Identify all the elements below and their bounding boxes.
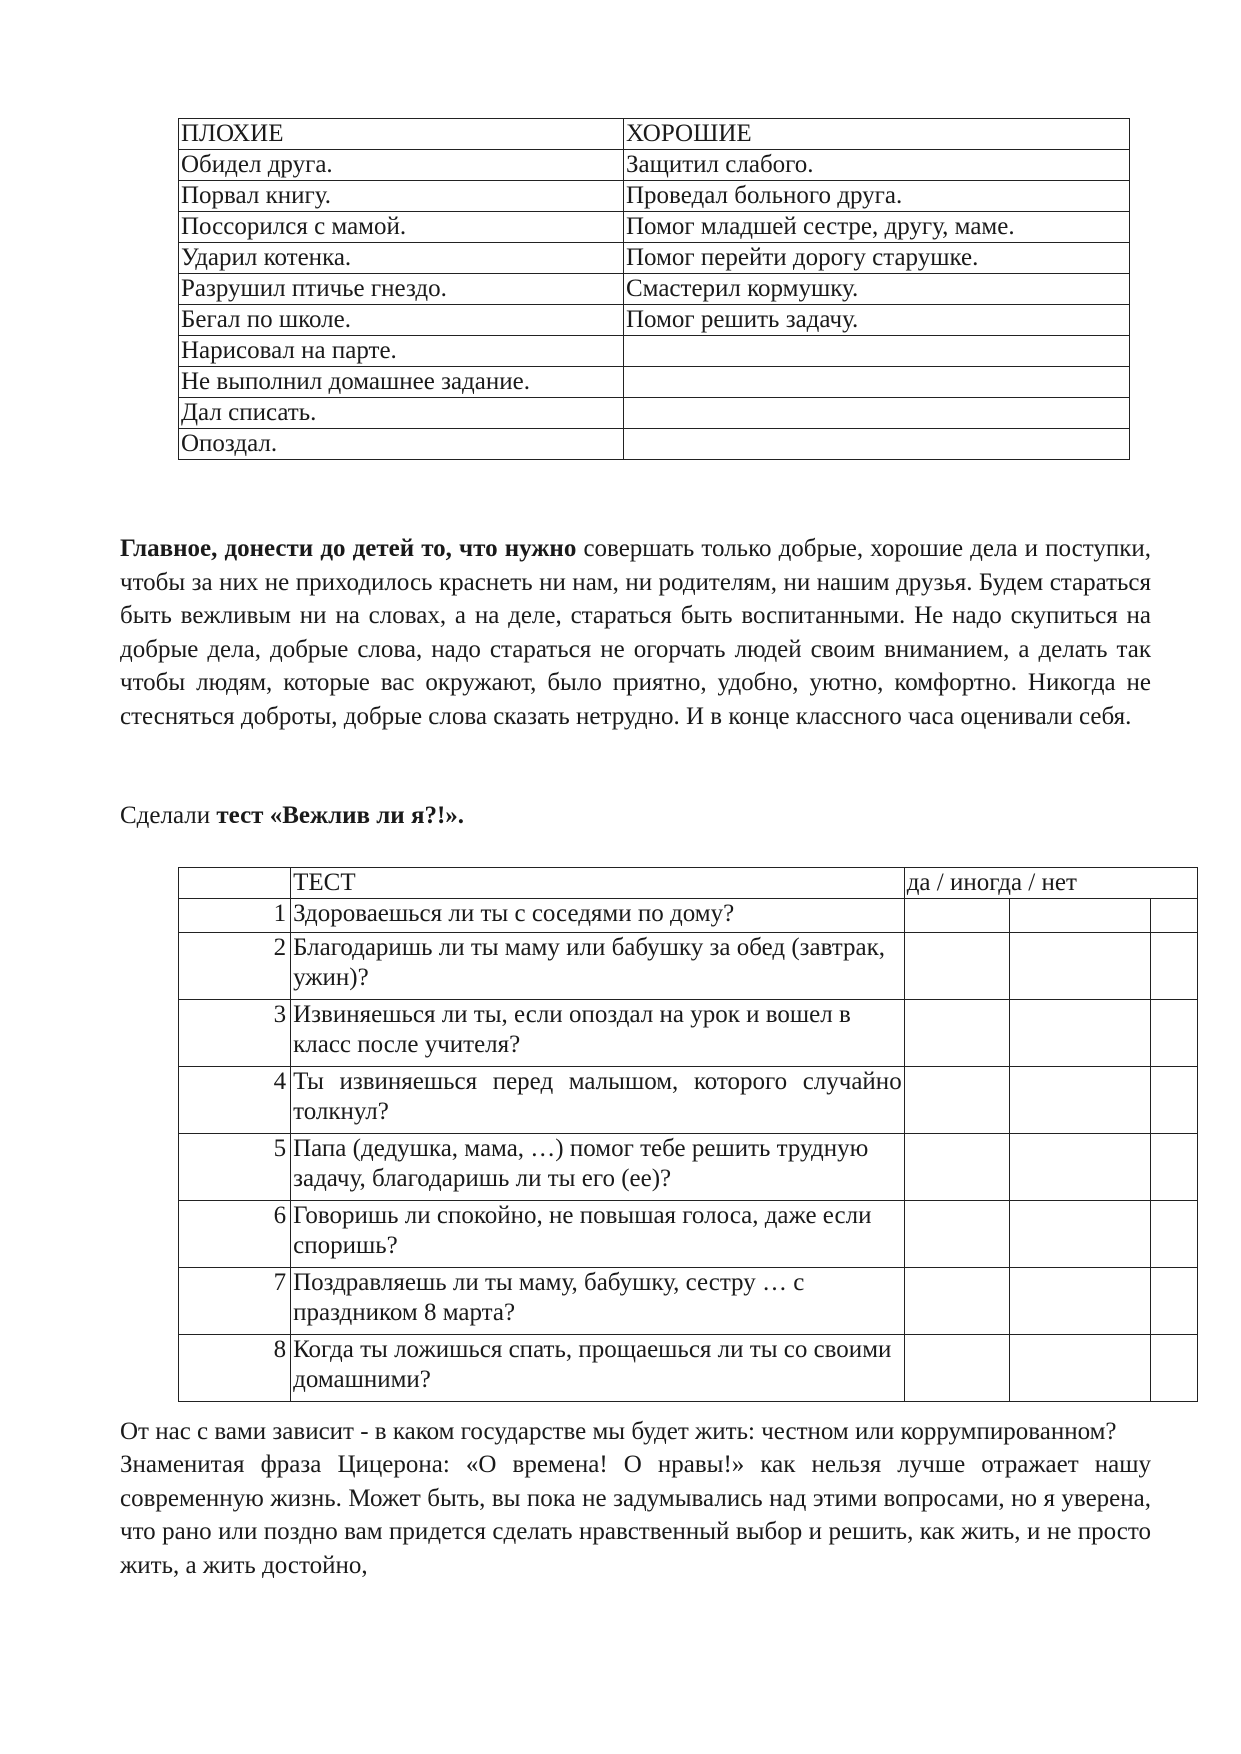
test-header: ТЕСТ bbox=[291, 868, 905, 899]
answer-sometimes-cell[interactable] bbox=[1009, 1201, 1150, 1268]
test-question-row bbox=[179, 1335, 1198, 1402]
answer-yes-cell[interactable] bbox=[904, 1268, 1009, 1335]
closing-paragraph-2: Знаменитая фраза Цицерона: «О времена! О нравы!» как нельзя лучше отражает нашу современную жизнь. Может быть, вы пока не задумывались над этими вопросами, но я уверена, что рано или поздно вам придется сделать нравственный выбор и решить, как жить, и не просто жить, а жить достойно, bbox=[120, 1451, 1151, 1579]
answer-no-cell[interactable] bbox=[1150, 1268, 1197, 1335]
answer-sometimes-cell[interactable] bbox=[1009, 1067, 1150, 1134]
question-number: 7 bbox=[179, 1268, 291, 1335]
good-deed-cell: Помог решить задачу. bbox=[624, 305, 1130, 336]
table-row bbox=[179, 274, 1130, 305]
good-deed-cell bbox=[624, 336, 1130, 367]
table-row bbox=[179, 212, 1130, 243]
good-deed-cell bbox=[624, 367, 1130, 398]
question-number: 1 bbox=[179, 899, 291, 933]
intro-paragraph bbox=[120, 532, 1151, 734]
bad-deed-cell: Нарисовал на парте. bbox=[179, 336, 624, 367]
bad-deed-cell: Дал списать. bbox=[179, 398, 624, 429]
test-question-row bbox=[179, 899, 1198, 933]
question-number: 6 bbox=[179, 1201, 291, 1268]
table-row bbox=[179, 305, 1130, 336]
answer-sometimes-cell[interactable] bbox=[1009, 1268, 1150, 1335]
test-question-row bbox=[179, 1201, 1198, 1268]
question-text: Ты извиняешься перед малышом, которого случайно толкнул? bbox=[291, 1067, 905, 1134]
table-row bbox=[179, 181, 1130, 212]
good-deed-cell: Помог младшей сестре, другу, маме. bbox=[624, 212, 1130, 243]
question-text: Папа (дедушка, мама, …) помог тебе решить трудную задачу, благодаришь ли ты его (ее)? bbox=[291, 1134, 905, 1201]
answer-yes-cell[interactable] bbox=[904, 1067, 1009, 1134]
test-intro-text: Сделали bbox=[120, 802, 217, 829]
good-deed-cell bbox=[624, 429, 1130, 460]
question-number: 8 bbox=[179, 1335, 291, 1402]
bad-deed-cell: Обидел друга. bbox=[179, 150, 624, 181]
table-row bbox=[179, 398, 1130, 429]
question-text: Поздравляешь ли ты маму, бабушку, сестру … с праздником 8 марта? bbox=[291, 1268, 905, 1335]
question-text: Извиняешься ли ты, если опоздал на урок и вошел в класс после учителя? bbox=[291, 1000, 905, 1067]
answer-yes-cell[interactable] bbox=[904, 1335, 1009, 1402]
good-deed-cell: Смастерил кормушку. bbox=[624, 274, 1130, 305]
bad-deed-cell: Бегал по школе. bbox=[179, 305, 624, 336]
question-number: 3 bbox=[179, 1000, 291, 1067]
table-header-row bbox=[179, 119, 1130, 150]
answer-yes-cell[interactable] bbox=[904, 899, 1009, 933]
test-header-row bbox=[179, 868, 1198, 899]
header-good: ХОРОШИЕ bbox=[624, 119, 1130, 150]
politeness-test-table bbox=[178, 867, 1198, 1402]
question-text: Когда ты ложишься спать, прощаешься ли ты со своими домашними? bbox=[291, 1335, 905, 1402]
question-text: Здороваешься ли ты с соседями по дому? bbox=[291, 899, 905, 933]
answer-no-cell[interactable] bbox=[1150, 1067, 1197, 1134]
answer-no-cell[interactable] bbox=[1150, 899, 1197, 933]
answer-no-cell[interactable] bbox=[1150, 1000, 1197, 1067]
answer-no-cell[interactable] bbox=[1150, 1134, 1197, 1201]
table-row bbox=[179, 429, 1130, 460]
bad-deed-cell: Порвал книгу. bbox=[179, 181, 624, 212]
answer-no-cell[interactable] bbox=[1150, 933, 1197, 1000]
table-row bbox=[179, 367, 1130, 398]
closing-paragraph-1: От нас с вами зависит - в каком государстве мы будет жить: честном или коррумпированном? bbox=[120, 1418, 1117, 1445]
good-deed-cell: Защитил слабого. bbox=[624, 150, 1130, 181]
test-question-row bbox=[179, 933, 1198, 1000]
good-deed-cell bbox=[624, 398, 1130, 429]
question-text: Благодаришь ли ты маму или бабушку за обед (завтрак, ужин)? bbox=[291, 933, 905, 1000]
answer-no-cell[interactable] bbox=[1150, 1335, 1197, 1402]
answer-no-cell[interactable] bbox=[1150, 1201, 1197, 1268]
question-number: 4 bbox=[179, 1067, 291, 1134]
table-row bbox=[179, 243, 1130, 274]
intro-text: совершать только добрые, хорошие дела и поступки, чтобы за них не приходилось краснеть ни нам, ни родителям, ни нашим друзья. Будем стараться быть вежливым ни на словах, а на деле, стараться быть воспитанными. Не надо скупиться на добрые дела, добрые слова, надо стараться не огорчать людей своим вниманием, а делать так чтобы людям, которые вас окружают, было приятно, удобно, уютно, комфортно. Никогда не стесняться доброты, добрые слова сказать нетрудно. И в конце классного часа оценивали себя. bbox=[120, 535, 1152, 730]
good-deed-cell: Проведал больного друга. bbox=[624, 181, 1130, 212]
bad-deed-cell: Поссорился с мамой. bbox=[179, 212, 624, 243]
table-row bbox=[179, 336, 1130, 367]
header-bad: ПЛОХИЕ bbox=[179, 119, 624, 150]
bad-deed-cell: Не выполнил домашнее задание. bbox=[179, 367, 624, 398]
test-intro-line bbox=[120, 799, 464, 833]
answers-header: да / иногда / нет bbox=[904, 868, 1197, 899]
closing-text bbox=[120, 1415, 1151, 1582]
test-question-row bbox=[179, 1268, 1198, 1335]
answer-sometimes-cell[interactable] bbox=[1009, 1000, 1150, 1067]
answer-sometimes-cell[interactable] bbox=[1009, 899, 1150, 933]
test-question-row bbox=[179, 1067, 1198, 1134]
answer-yes-cell[interactable] bbox=[904, 933, 1009, 1000]
bad-deed-cell: Ударил котенка. bbox=[179, 243, 624, 274]
answer-sometimes-cell[interactable] bbox=[1009, 1335, 1150, 1402]
answer-sometimes-cell[interactable] bbox=[1009, 1134, 1150, 1201]
answer-yes-cell[interactable] bbox=[904, 1134, 1009, 1201]
question-text: Говоришь ли спокойно, не повышая голоса, даже если споришь? bbox=[291, 1201, 905, 1268]
answer-yes-cell[interactable] bbox=[904, 1000, 1009, 1067]
question-number: 5 bbox=[179, 1134, 291, 1201]
num-header-cell bbox=[179, 868, 291, 899]
good-bad-deeds-table bbox=[178, 118, 1130, 460]
intro-bold-lead: Главное, донести до детей то, что нужно bbox=[120, 535, 577, 562]
question-number: 2 bbox=[179, 933, 291, 1000]
good-deed-cell: Помог перейти дорогу старушке. bbox=[624, 243, 1130, 274]
test-title: тест «Вежлив ли я?!». bbox=[216, 802, 465, 829]
test-question-row bbox=[179, 1000, 1198, 1067]
answer-sometimes-cell[interactable] bbox=[1009, 933, 1150, 1000]
table-row bbox=[179, 150, 1130, 181]
bad-deed-cell: Опоздал. bbox=[179, 429, 624, 460]
bad-deed-cell: Разрушил птичье гнездо. bbox=[179, 274, 624, 305]
test-question-row bbox=[179, 1134, 1198, 1201]
answer-yes-cell[interactable] bbox=[904, 1201, 1009, 1268]
